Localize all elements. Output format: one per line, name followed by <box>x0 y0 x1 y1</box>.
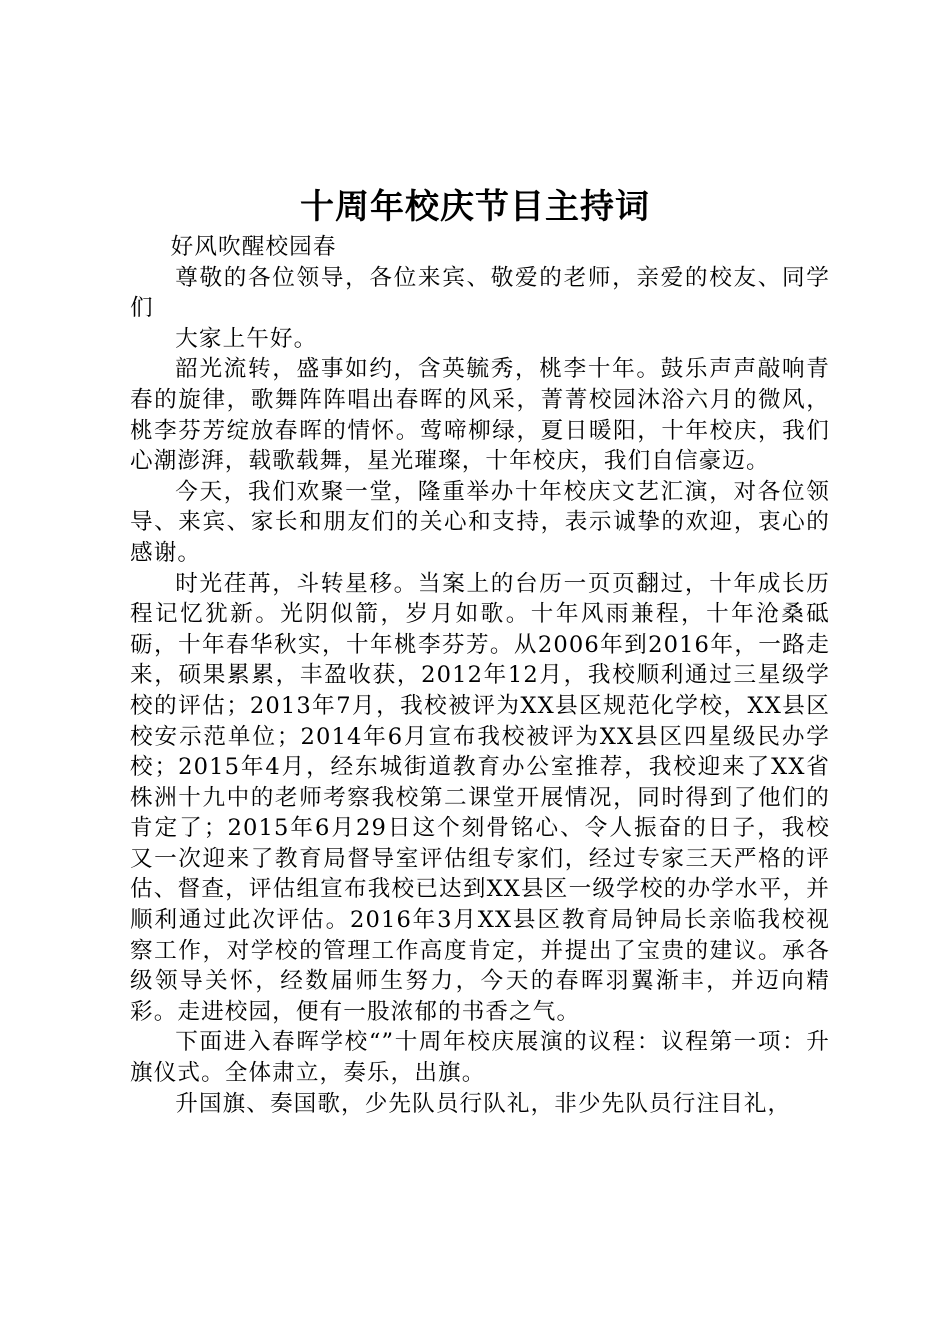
paragraph-greeting: 尊敬的各位领导，各位来宾、敬爱的老师，亲爱的校友、同学们 <box>130 264 830 322</box>
paragraph-welcome: 今天，我们欢聚一堂，隆重举办十年校庆文艺汇演，对各位领导、来宾、家长和朋友们的关心和支持，表示诚挚的欢迎，衷心的感谢。 <box>130 478 830 566</box>
document-title: 十周年校庆节目主持词 <box>300 187 650 227</box>
document-body <box>130 232 830 1119</box>
paragraph-history: 时光荏苒，斗转星移。当案上的台历一页页翻过，十年成长历程记忆犹新。光阴似箭，岁月如歌。十年风雨兼程，十年沧桑砥砺，十年春华秋实，十年桃李芬芳。从2006年到2016年，一路走来，硕果累累，丰盈收获，2012年12月，我校顺利通过三星级学校的评估；2013年7月，我校被评为XX县区规范化学校，XX县区校安示范单位；2014年6月宣布我校被评为XX县区四星级民办学校；2015年4月，经东城街道教育办公室推荐，我校迎来了XX省株洲十九中的老师考察我校第二课堂开展情况，同时得到了他们的肯定了；2015年6月29日这个刻骨铭心、令人振奋的日子，我校又一次迎来了教育局督导室评估组专家们，经过专家三天严格的评估、督查，评估组宣布我校已达到XX县区一级学校的办学水平，并顺利通过此次评估。2016年3月XX县区教育局钟局长亲临我校视察工作，对学校的管理工作高度肯定，并提出了宝贵的建议。承各级领导关怀，经数届师生努力，今天的春晖羽翼渐丰，并迈向精彩。走进校园，便有一股浓郁的书香之气。 <box>130 570 830 1025</box>
paragraph-agenda: 下面进入春晖学校“”十周年校庆展演的议程：议程第一项：升旗仪式。全体肃立，奏乐，出旗。 <box>130 1029 830 1087</box>
paragraph-opening: 韶光流转，盛事如约，含英毓秀，桃李十年。鼓乐声声敲响青春的旋律，歌舞阵阵唱出春晖的风采，菁菁校园沐浴六月的微风，桃李芬芳绽放春晖的情怀。莺啼柳绿，夏日暖阳，十年校庆，我们心潮澎湃，载歌载舞，星光璀璨，十年校庆，我们自信豪迈。 <box>130 356 830 475</box>
paragraph-subtitle: 好风吹醒校园春 <box>170 234 337 260</box>
paragraph-flag-ceremony: 升国旗、奏国歌，少先队员行队礼，非少先队员行注目礼， <box>175 1090 792 1117</box>
paragraph-good-morning: 大家上午好。 <box>175 325 318 352</box>
